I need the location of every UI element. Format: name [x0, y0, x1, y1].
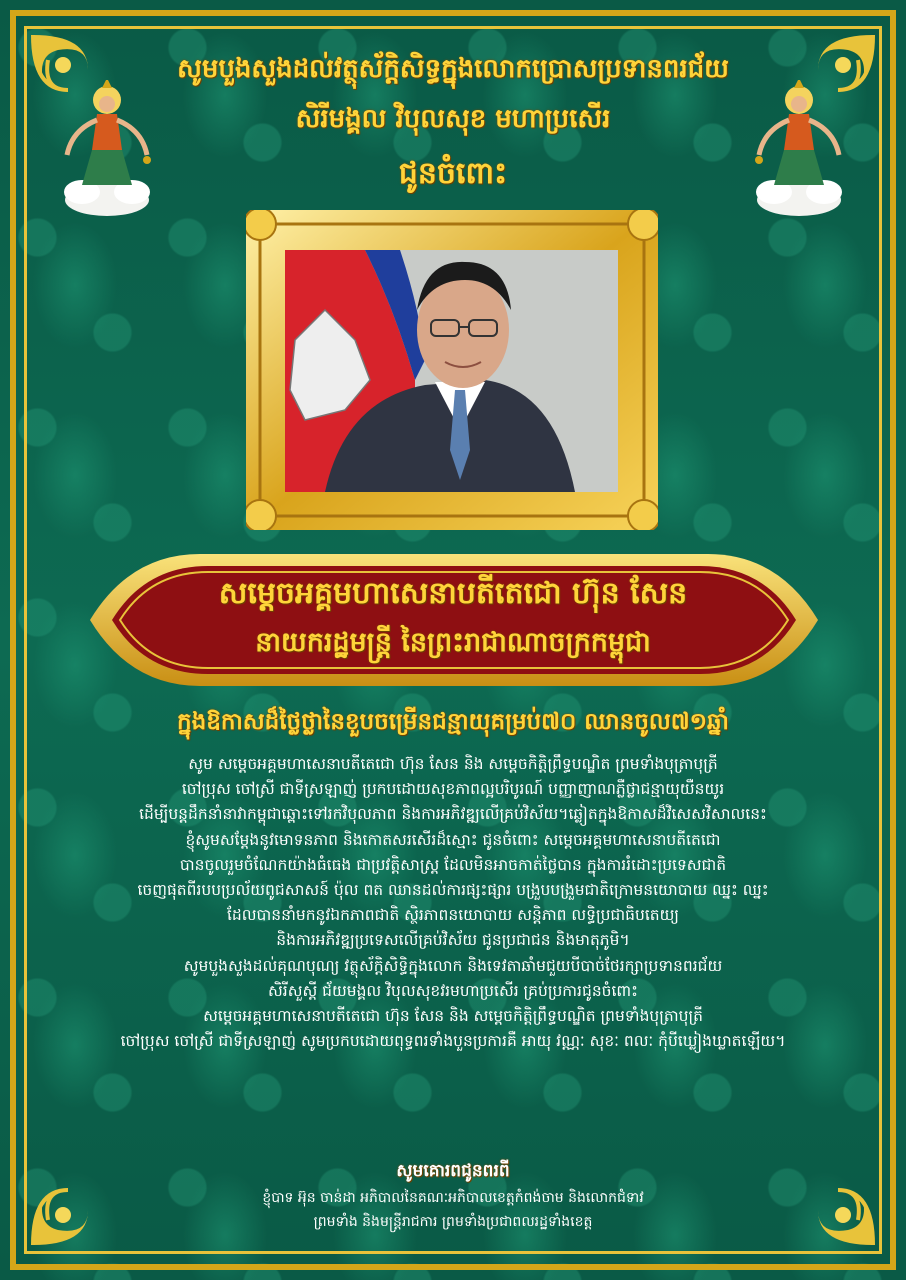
body-line: សូម សម្តេចអគ្គមហាសេនាបតីតេជោ ហ៊ុន សែន និង សម្តេចកិត្តិព្រឹទ្ធបណ្ឌិត ព្រមទាំងបុត្រាបុត្រី — [188, 755, 718, 773]
footer-greeting-from: សូមគោរពជូនពរពី — [396, 1161, 510, 1181]
banner-title-line: នាយករដ្ឋមន្ត្រី នៃព្រះរាជាណាចក្រកម្ពុជា — [255, 627, 651, 658]
body-line: ចៅប្រុស ចៅស្រី ជាទីស្រឡាញ់ ប្រកបដោយសុខភាពល្អបរិបូរណ៍ បញ្ញាញាណភ្លឺថ្លាជន្មាយុយឺនយូរ — [181, 780, 725, 799]
apsara-deity-icon — [52, 80, 162, 220]
body-line: បានចូលរួមចំណែកយ៉ាងធំធេង ជាប្រវត្តិសាស្ត្រ ដែលមិនអាចកាត់ថ្លៃបាន ក្នុងការរំដោះប្រទេសជាតិ — [179, 855, 727, 874]
body-line: ដែលបាននាំមកនូវឯកភាពជាតិ ស្ថិរភាពនយោបាយ សន្តិភាព លទ្ធិប្រជាធិបតេយ្យ — [226, 906, 679, 925]
banner-name-line: សម្តេចអគ្គមហាសេនាបតីតេជោ ហ៊ុន សែន — [218, 576, 688, 611]
body-line: សូមបួងសួងដល់គុណបុណ្យ វត្ថុស័ក្តិសិទ្ធិក្នុងលោក និងទេវតាឆាំមជួយបីបាច់ថែរក្សាប្រទានពរជ័យ — [183, 956, 723, 975]
footer-sender-line-2: ព្រមទាំង និងមន្ត្រីរាជការ ព្រមទាំងប្រជាពលរដ្ឋទាំងខេត្ត — [313, 1214, 593, 1230]
body-line: ដើម្បីបន្តដឹកនាំនាវាកម្ពុជាឆ្ពោះទៅរកវិបុលភាព និងការអភិវឌ្ឍលើគ្រប់វិស័យ។ឆ្លៀតក្នុងឱកាសដ៏វិសេសវិសាលនេះ — [139, 805, 767, 824]
portrait-image — [285, 250, 618, 492]
greeting-body — [60, 752, 846, 1054]
body-line: សម្តេចអគ្គមហាសេនាបតីតេជោ ហ៊ុន សែន និង សម្តេចកិត្តិព្រឹទ្ធបណ្ឌិត ព្រមទាំងបុត្រាបុត្រី — [203, 1007, 703, 1026]
occasion-line: ក្នុងឱកាសដ៏ថ្លៃថ្លានៃខួបចម្រើនជន្មាយុគម្រប់៧០ ឈានចូល៧១ឆ្នាំ — [177, 709, 729, 735]
header-line-3: ជូនចំពោះ — [398, 156, 508, 191]
body-line: ចៅប្រុស ចៅស្រី ជាទីស្រឡាញ់ សូមប្រកបដោយពុទ្ធពរទាំងបួនប្រការគឺ អាយុ វណ្ណៈ សុខៈ ពលៈ កុំបីឃ្លៀងឃ្លាតឡើយ។ — [120, 1032, 786, 1051]
apsara-deity-icon — [744, 80, 854, 220]
body-line: ខ្ញុំសូមសម្តែងនូវមោទនភាព និងកោតសរសើរដ៏ស្មោះ ជូនចំពោះ សម្តេចអគ្គមហាសេនាបតីតេជោ — [185, 830, 721, 849]
body-line: និងការអភិវឌ្ឍប្រទេសលើគ្រប់វិស័យ ជូនប្រជាជន និងមាតុភូមិ។ — [276, 931, 630, 950]
header-line-1: សូមបួងសួងដល់វត្ថុស័ក្តិសិទ្ធក្នុងលោកប្រោសប្រទានពរជ័យ — [177, 54, 729, 84]
body-line: ចេញផុតពីរបបប្រល័យពូជសាសន៍ ប៉ុល ពត ឈានដល់ការផ្សះផ្សារ បង្រួបបង្រួមជាតិក្រោមនយោបាយ ឈ្នះ ឈ្នះ — [137, 881, 769, 900]
footer-sender-line: ខ្ញុំបាទ អ៊ុន ចាន់ដា អភិបាលនៃគណៈអភិបាលខេត្តកំពង់ចាម និងលោកជំទាវ — [262, 1190, 644, 1206]
portrait-photo — [285, 250, 618, 492]
header-line-2: សិរីមង្គល វិបុលសុខ មហាប្រសើរ — [295, 104, 611, 134]
title-banner — [90, 544, 818, 696]
body-line: សិរីសួស្តី ជ័យមង្គល វិបុលសុខវរមហាប្រសើរ គ្រប់ប្រការជូនចំពោះ — [268, 981, 638, 1000]
